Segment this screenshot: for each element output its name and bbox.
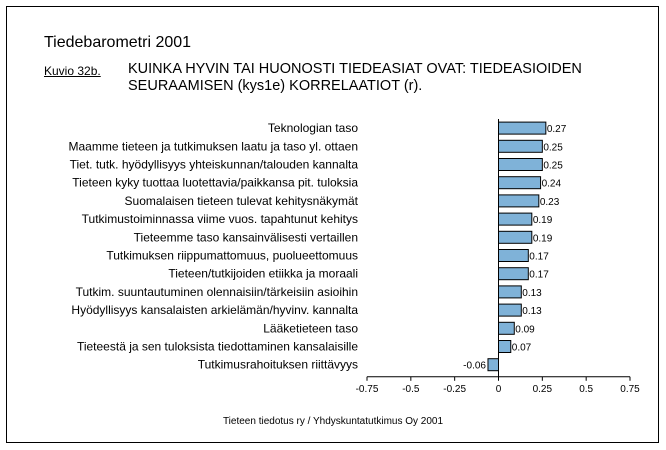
x-tick-label: 0 bbox=[495, 383, 502, 395]
category-label: Maamme tieteen ja tutkimuksen laatu ja taso yl. ottaen bbox=[68, 139, 358, 154]
value-label: 0.19 bbox=[532, 233, 553, 245]
bar bbox=[499, 231, 532, 243]
category-label: Tieteen kyky tuottaa luotettavia/paikkansa pit. tuloksia bbox=[72, 175, 358, 190]
bar bbox=[499, 250, 529, 262]
x-tick-label: -0.25 bbox=[443, 383, 467, 395]
value-label: 0.17 bbox=[529, 269, 549, 281]
value-label: 0.17 bbox=[529, 251, 549, 263]
x-tick-label: 0.5 bbox=[579, 383, 594, 395]
x-tick-label: -0.75 bbox=[355, 383, 379, 395]
category-label: Suomalaisen tieteen tulevat kehitysnäkymät bbox=[124, 193, 358, 208]
report-title: Tiedebarometri 2001 bbox=[44, 34, 192, 51]
x-tick-label: -0.5 bbox=[402, 383, 420, 395]
bar bbox=[499, 213, 532, 225]
bar bbox=[499, 322, 515, 334]
value-label: 0.24 bbox=[541, 178, 562, 190]
category-label: Hyödyllisyys kansalaisten arkielämän/hyvinv. kannalta bbox=[71, 303, 358, 318]
value-label: 0.27 bbox=[546, 124, 567, 136]
value-label: -0.06 bbox=[463, 360, 486, 372]
value-label: 0.25 bbox=[543, 142, 563, 154]
figure-label: Kuvio 32b. bbox=[44, 64, 101, 78]
bar bbox=[499, 122, 546, 134]
category-label: Tieteestä ja sen tuloksista tiedottaminen kansalaisille bbox=[76, 339, 358, 354]
value-label: 0.25 bbox=[543, 160, 563, 172]
category-label: Tutkimuksen riippumattomuus, puolueettomuus bbox=[106, 248, 358, 263]
value-label: 0.19 bbox=[532, 215, 553, 227]
bar bbox=[499, 177, 541, 189]
category-label: Tieteemme taso kansainvälisesti vertaillen bbox=[133, 230, 358, 245]
value-label: 0.07 bbox=[511, 342, 532, 354]
x-tick-label: 0.75 bbox=[620, 383, 640, 395]
bar bbox=[499, 286, 522, 298]
category-label: Tieteen/tutkijoiden etiikka ja moraali bbox=[168, 266, 358, 281]
bar bbox=[499, 304, 522, 316]
bar bbox=[499, 268, 529, 280]
value-label: 0.13 bbox=[522, 287, 542, 299]
value-label: 0.13 bbox=[522, 306, 542, 318]
category-label: Tutkimustoiminnassa viime vuos. tapahtunut kehitys bbox=[81, 212, 358, 227]
value-label: 0.23 bbox=[539, 196, 560, 208]
value-label: 0.09 bbox=[515, 324, 535, 336]
bar bbox=[499, 159, 543, 171]
category-label: Tutkimusrahoituksen riittävyys bbox=[197, 357, 358, 372]
source-note: Tieteen tiedotus ry / Yhdyskuntatutkimus Oy 2001 bbox=[222, 416, 444, 427]
bar bbox=[499, 341, 511, 353]
bar bbox=[488, 359, 499, 371]
category-label: Teknologian taso bbox=[267, 121, 358, 136]
figure-title: KUINKA HYVIN TAI HUONOSTI TIEDEASIAT OVAT: TIEDEASIOIDEN SEURAAMISEN (kys1e) KORRELAATIOT (r). bbox=[128, 61, 582, 94]
bar bbox=[499, 195, 539, 207]
bar bbox=[499, 140, 543, 152]
category-label: Tutkim. suuntautuminen olennaisiin/tärkeisiin asioihin bbox=[75, 284, 358, 299]
x-tick-label: 0.25 bbox=[532, 383, 553, 395]
category-label: Lääketieteen taso bbox=[263, 321, 358, 336]
category-label: Tiet. tutk. hyödyllisyys yhteiskunnan/talouden kannalta bbox=[69, 157, 358, 172]
